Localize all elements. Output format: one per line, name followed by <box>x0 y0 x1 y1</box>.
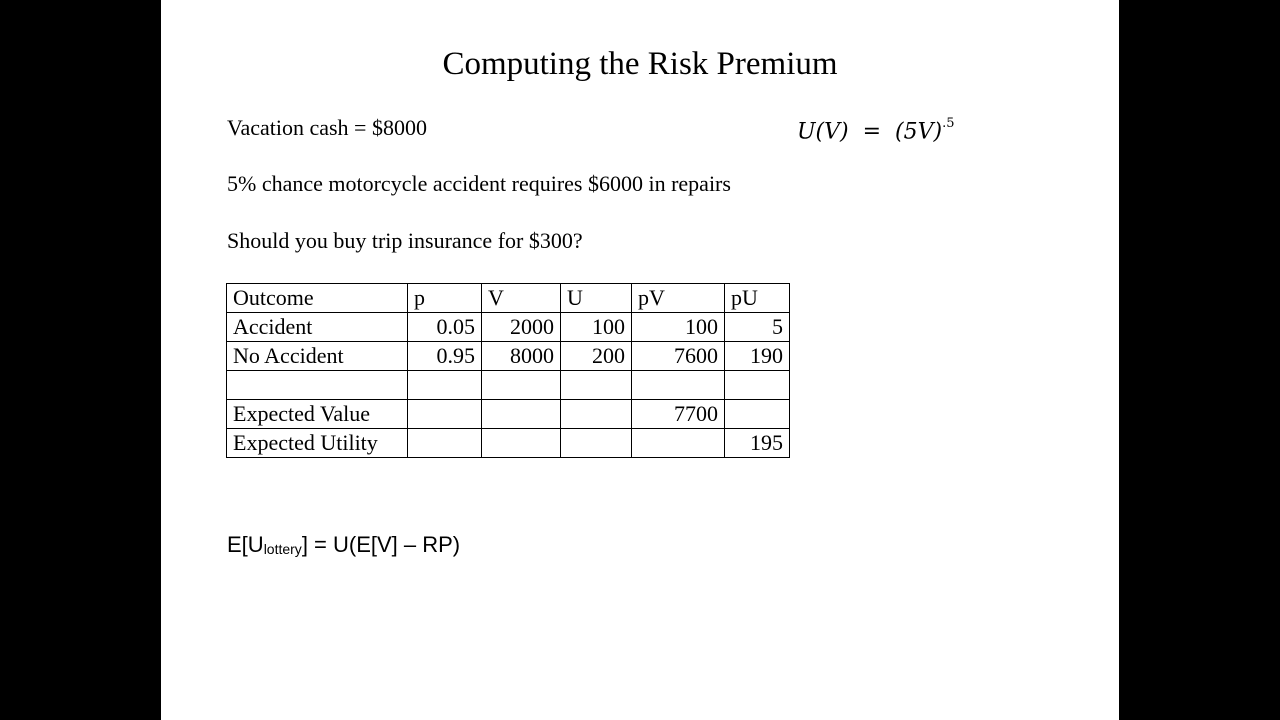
table-header-row <box>227 284 790 313</box>
table-cell: 0.05 <box>408 313 482 342</box>
table-row-empty <box>227 371 790 400</box>
table-cell <box>725 400 790 429</box>
table-cell <box>482 429 561 458</box>
table-cell: 0.95 <box>408 342 482 371</box>
table-cell: 5 <box>725 313 790 342</box>
table-cell <box>482 371 561 400</box>
table-cell: 7600 <box>632 342 725 371</box>
table-cell: 100 <box>632 313 725 342</box>
table-cell <box>561 371 632 400</box>
table-cell <box>482 400 561 429</box>
slide <box>161 0 1119 720</box>
table-cell: 190 <box>725 342 790 371</box>
equation-right: ] = U(E[V] – RP) <box>301 532 461 557</box>
accident-chance-text: 5% chance motorcycle accident requires $6000 in repairs <box>227 171 731 196</box>
header-pu: pU <box>725 284 790 313</box>
vacation-cash-text: Vacation cash = $8000 <box>227 115 427 140</box>
table-row <box>227 313 790 342</box>
insurance-question-text: Should you buy trip insurance for $300? <box>227 228 583 253</box>
table-cell <box>227 371 408 400</box>
table-cell <box>632 429 725 458</box>
table-cell: Expected Value <box>227 400 408 429</box>
header-outcome: Outcome <box>227 284 408 313</box>
table-cell: Accident <box>227 313 408 342</box>
utility-equals: = <box>862 119 882 145</box>
table-row <box>227 429 790 458</box>
table-cell: 7700 <box>632 400 725 429</box>
table-cell <box>408 429 482 458</box>
table-cell: 200 <box>561 342 632 371</box>
utility-exponent: .5 <box>942 116 955 131</box>
header-v: V <box>482 284 561 313</box>
table-cell: 100 <box>561 313 632 342</box>
table-cell: 195 <box>725 429 790 458</box>
table-cell: Expected Utility <box>227 429 408 458</box>
risk-premium-equation <box>227 531 460 561</box>
utility-function-formula <box>797 113 955 146</box>
header-p: p <box>408 284 482 313</box>
table-cell <box>725 371 790 400</box>
table-row <box>227 400 790 429</box>
risk-table <box>226 283 790 458</box>
equation-left: E[U <box>227 532 264 557</box>
equation-subscript: lottery <box>263 541 302 557</box>
table-cell <box>408 371 482 400</box>
table-cell <box>632 371 725 400</box>
table-cell <box>561 429 632 458</box>
table-cell: 2000 <box>482 313 561 342</box>
table-cell: 8000 <box>482 342 561 371</box>
table-cell: No Accident <box>227 342 408 371</box>
table-cell <box>408 400 482 429</box>
page-title: Computing the Risk Premium <box>442 46 838 82</box>
table-row <box>227 342 790 371</box>
utility-rhs: (5V) <box>895 119 943 145</box>
utility-lhs: U(V) <box>797 119 849 145</box>
table-cell <box>561 400 632 429</box>
header-pv: pV <box>632 284 725 313</box>
header-u: U <box>561 284 632 313</box>
